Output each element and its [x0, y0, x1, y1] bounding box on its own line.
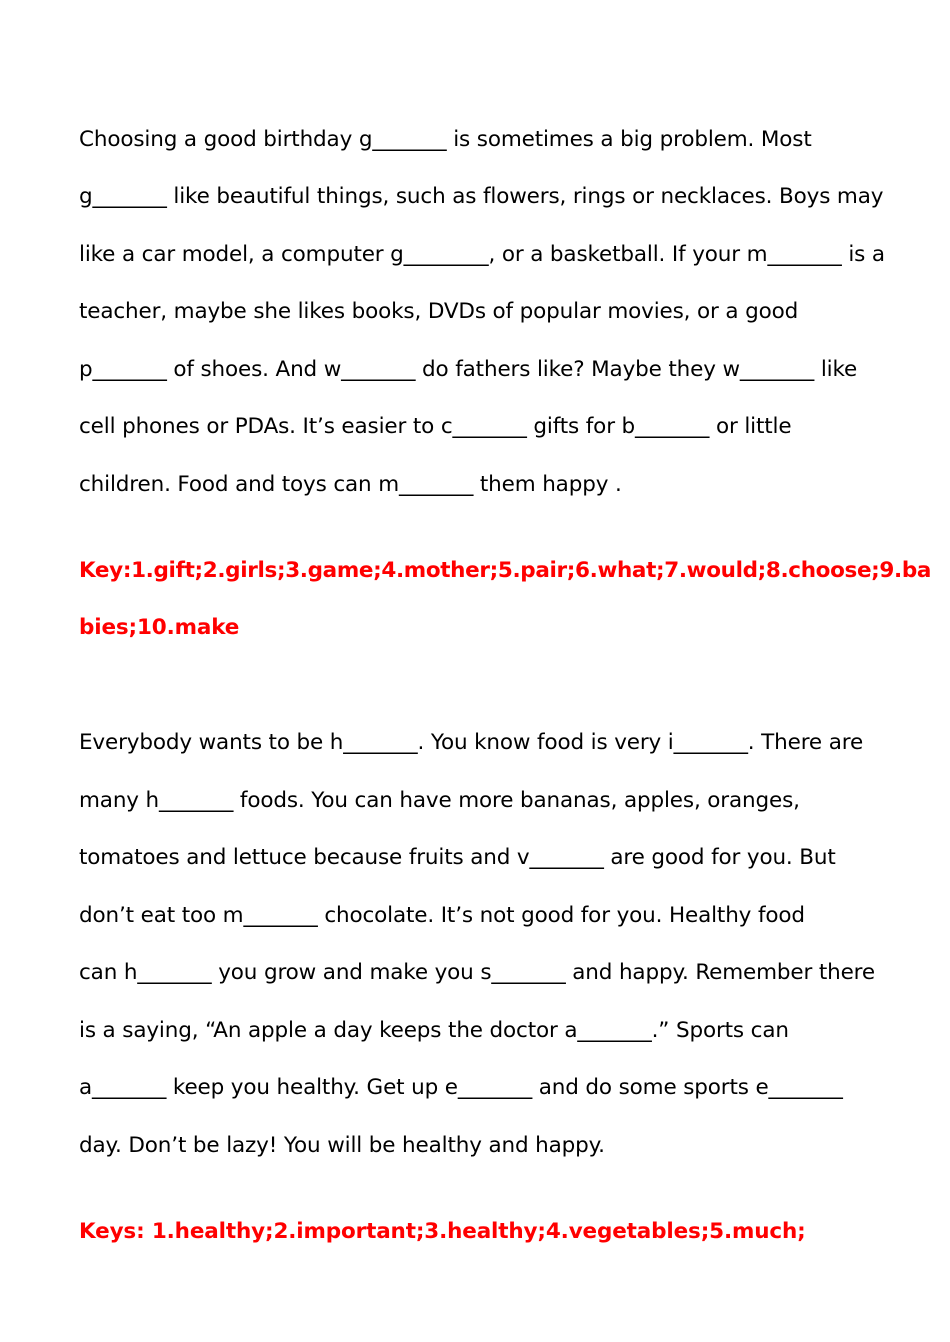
answer-key-1-line-1: Key:1.gift;2.girls;3.game;4.mother;5.pair;6.what;7.would;8.choose;9.ba [79, 558, 932, 583]
passage-1-line-2: g_______ like beautiful things, such as flowers, rings or necklaces. Boys may [79, 184, 884, 209]
answer-key-2-line-1: Keys: 1.healthy;2.important;3.healthy;4.vegetables;5.much; [79, 1219, 806, 1244]
passage-2-line-8: day. Don’t be lazy! You will be healthy and happy. [79, 1133, 605, 1158]
passage-2-line-6: is a saying, “An apple a day keeps the doctor a_______.” Sports can [79, 1018, 789, 1043]
passage-2-line-5: can h_______ you grow and make you s_______ and happy. Remember there [79, 960, 875, 985]
passage-2-line-7: a_______ keep you healthy. Get up e_______ and do some sports e_______ [79, 1075, 843, 1100]
passage-1-line-7: children. Food and toys can m_______ them happy . [79, 472, 622, 497]
passage-1-line-5: p_______ of shoes. And w_______ do fathers like? Maybe they w_______ like [79, 357, 858, 382]
passage-1-line-4: teacher, maybe she likes books, DVDs of popular movies, or a good [79, 299, 799, 324]
answer-key-1-line-2: bies;10.make [79, 615, 240, 640]
passage-2-line-1: Everybody wants to be h_______. You know food is very i_______. There are [79, 730, 864, 755]
passage-1-line-6: cell phones or PDAs. It’s easier to c_______ gifts for b_______ or little [79, 414, 792, 439]
passage-1-line-1: Choosing a good birthday g_______ is sometimes a big problem. Most [79, 127, 812, 152]
passage-2-line-2: many h_______ foods. You can have more bananas, apples, oranges, [79, 788, 800, 813]
passage-1-line-3: like a car model, a computer g________, or a basketball. If your m_______ is a [79, 242, 885, 267]
passage-2-line-4: don’t eat too m_______ chocolate. It’s not good for you. Healthy food [79, 903, 805, 928]
passage-2-line-3: tomatoes and lettuce because fruits and v_______ are good for you. But [79, 845, 836, 870]
